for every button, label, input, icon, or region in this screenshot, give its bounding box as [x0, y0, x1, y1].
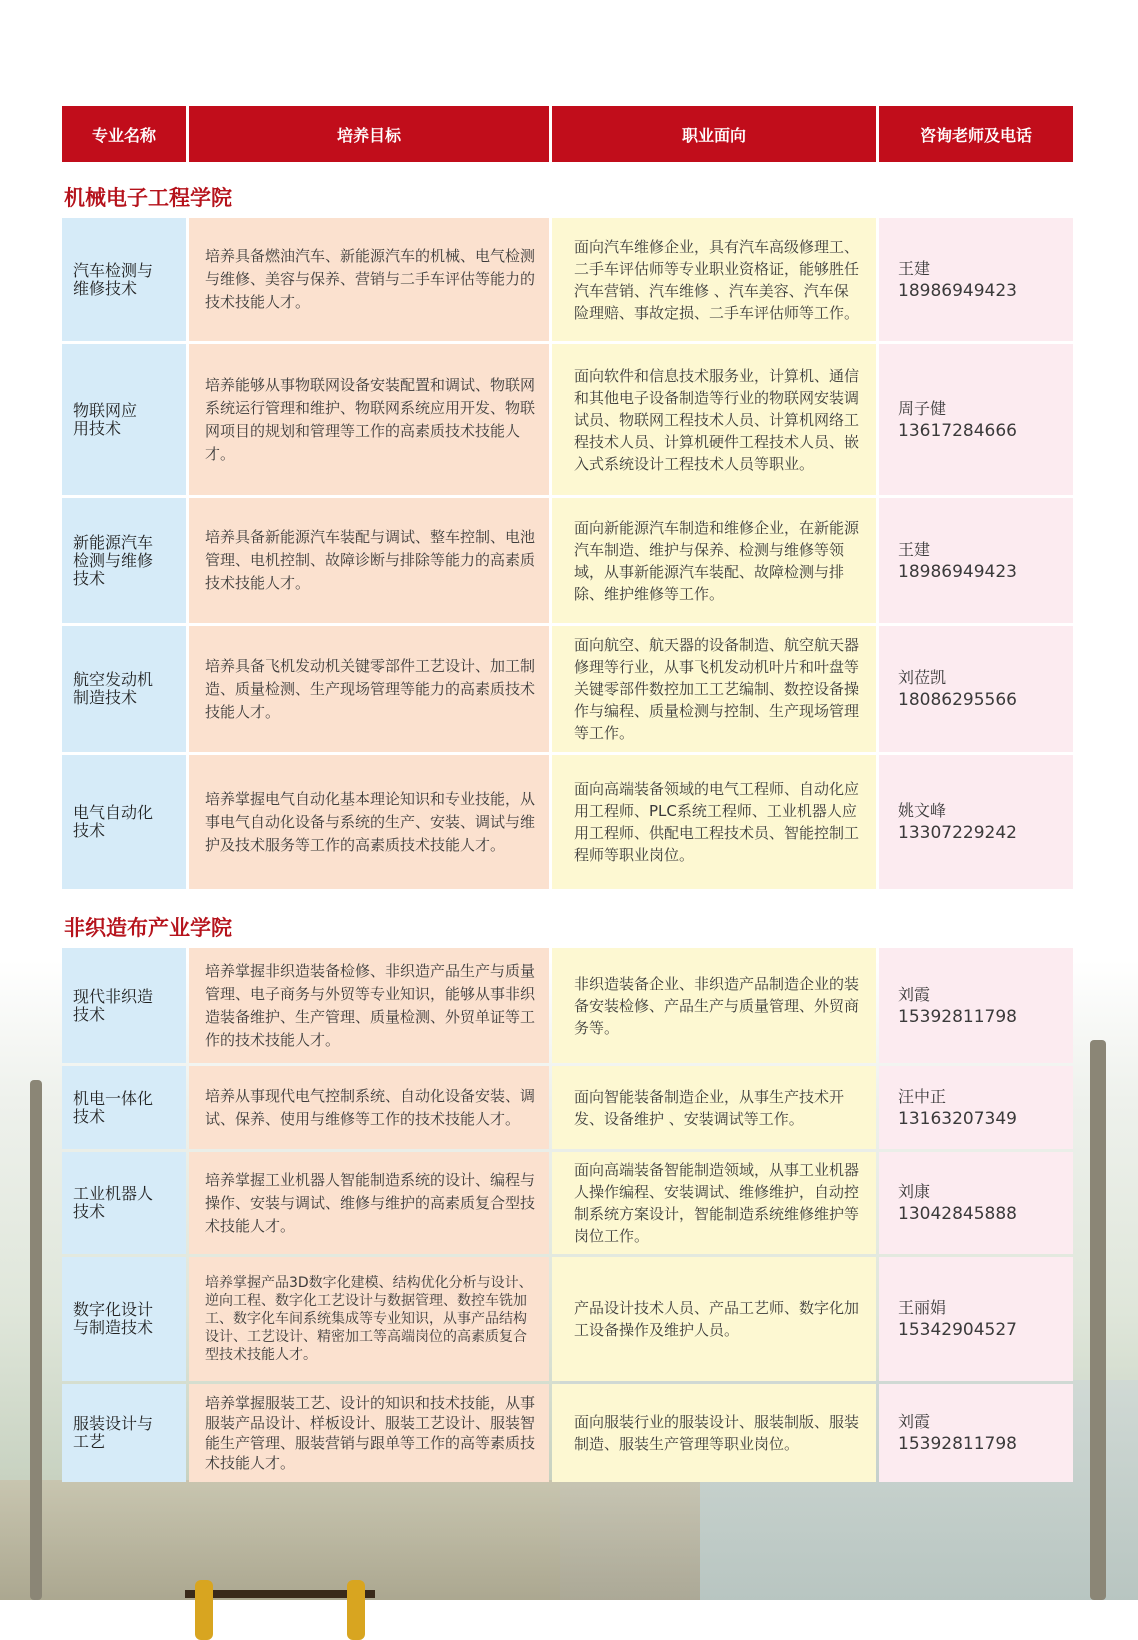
table-row	[62, 948, 1076, 1063]
table-row	[62, 1384, 1076, 1482]
header-career: 职业面向	[552, 106, 876, 162]
header-goal: 培养目标	[189, 106, 549, 162]
contact-cell	[879, 344, 1073, 495]
major-name: 服装设计与工艺	[62, 1384, 186, 1482]
major-name: 新能源汽车检测与维修技术	[62, 498, 186, 623]
major-name: 汽车检测与维修技术	[62, 218, 186, 341]
phone-number: 13163207349	[898, 1108, 1017, 1129]
table-row	[62, 1066, 1076, 1149]
goal-cell: 培养掌握电气自动化基本理论知识和专业技能，从事电气自动化设备与系统的生产、安装、调试与维护及技术服务等工作的高素质技术技能人才。	[189, 755, 549, 889]
career-cell: 面向软件和信息技术服务业，计算机、通信和其他电子设备制造等行业的物联网安装调试员、物联网工程技术人员、计算机网络工程技术人员、计算机硬件工程技术人员、嵌入式系统设计工程技术人员等职业。	[552, 344, 876, 495]
teacher-name: 刘霞	[898, 984, 931, 1004]
background-tree	[30, 1080, 42, 1600]
table-header	[62, 106, 1076, 162]
major-name: 工业机器人技术	[62, 1152, 186, 1254]
goal-cell: 培养掌握产品3D数字化建模、结构优化分析与设计、逆向工程、数字化工艺设计与数据管理、数控车铣加工、数字化车间系统集成等专业知识，从事产品结构设计、工艺设计、精密加工等高端岗位的高素质复合型技术技能人才。	[189, 1257, 549, 1381]
teacher-name: 王建	[898, 539, 931, 559]
career-cell: 产品设计技术人员、产品工艺师、数字化加工设备操作及维护人员。	[552, 1257, 876, 1381]
contact-cell	[879, 1066, 1073, 1149]
contact-cell	[879, 1257, 1073, 1381]
table-row	[62, 1152, 1076, 1254]
table-row	[62, 755, 1076, 889]
phone-number: 18986949423	[898, 561, 1017, 582]
goal-cell: 培养具备飞机发动机关键零部件工艺设计、加工制造、质量检测、生产现场管理等能力的高素质技术技能人才。	[189, 626, 549, 752]
major-name: 数字化设计与制造技术	[62, 1257, 186, 1381]
contact-cell	[879, 218, 1073, 341]
major-name: 物联网应用技术	[62, 344, 186, 495]
goal-cell: 培养具备燃油汽车、新能源汽车的机械、电气检测与维修、美容与保养、营销与二手车评估等能力的技术技能人才。	[189, 218, 549, 341]
contact-cell	[879, 1384, 1073, 1482]
header-major: 专业名称	[62, 106, 186, 162]
career-cell: 面向服装行业的服装设计、服装制版、服装制造、服装生产管理等职业岗位。	[552, 1384, 876, 1482]
background-bench	[185, 1520, 375, 1598]
teacher-name: 刘莅凯	[898, 668, 947, 687]
career-cell: 面向新能源汽车制造和维修企业，在新能源汽车制造、维护与保养、检测与维修等领域，从事新能源汽车装配、故障检测与排除、维护维修等工作。	[552, 498, 876, 623]
career-cell: 面向高端装备领域的电气工程师、自动化应用工程师、PLC系统工程师、工业机器人应用工程师、供配电工程技术员、智能控制工程师等职业岗位。	[552, 755, 876, 889]
major-name: 机电一体化技术	[62, 1066, 186, 1149]
contact-cell	[879, 498, 1073, 623]
career-cell: 非织造装备企业、非织造产品制造企业的装备安装检修、产品生产与质量管理、外贸商务等。	[552, 948, 876, 1063]
teacher-name: 王丽娟	[898, 1298, 947, 1317]
teacher-name: 周子健	[898, 398, 947, 418]
career-cell: 面向高端装备智能制造领域，从事工业机器人操作编程、安装调试、维修维护，自动控制系统方案设计，智能制造系统维修维护等岗位工作。	[552, 1152, 876, 1254]
goal-cell: 培养能够从事物联网设备安装配置和调试、物联网系统运行管理和维护、物联网系统应用开发、物联网项目的规划和管理等工作的高素质技术技能人才。	[189, 344, 549, 495]
table-row	[62, 1257, 1076, 1381]
programs-table	[62, 106, 1076, 1485]
teacher-name: 王建	[898, 258, 931, 278]
contact-cell	[879, 626, 1073, 752]
goal-cell: 培养掌握服装工艺、设计的知识和技术技能，从事服装产品设计、样板设计、服装工艺设计、服装智能生产管理、服装营销与跟单等工作的高等素质技术技能人才。	[189, 1384, 549, 1482]
teacher-name: 汪中正	[898, 1086, 947, 1106]
background-tree	[1090, 1040, 1106, 1600]
phone-number: 15342904527	[898, 1320, 1017, 1340]
table-row	[62, 498, 1076, 623]
phone-number: 13307229242	[898, 823, 1017, 843]
section-title: 非织造布产业学院	[64, 916, 232, 940]
phone-number: 18086295566	[898, 690, 1017, 710]
teacher-name: 刘霞	[898, 1412, 931, 1431]
table-row	[62, 344, 1076, 495]
major-name: 电气自动化技术	[62, 755, 186, 889]
contact-cell	[879, 755, 1073, 889]
teacher-name: 刘康	[898, 1182, 931, 1201]
contact-cell	[879, 948, 1073, 1063]
table-row	[62, 218, 1076, 341]
goal-cell: 培养掌握非织造装备检修、非织造产品生产与质量管理、电子商务与外贸等专业知识，能够从事非织造装备维护、生产管理、质量检测、外贸单证等工作的技术技能人才。	[189, 948, 549, 1063]
career-cell: 面向智能装备制造企业，从事生产技术开发、设备维护 、安装调试等工作。	[552, 1066, 876, 1149]
phone-number: 15392811798	[898, 1006, 1017, 1027]
phone-number: 13617284666	[898, 420, 1017, 441]
goal-cell: 培养具备新能源汽车装配与调试、整车控制、电池管理、电机控制、故障诊断与排除等能力的高素质技术技能人才。	[189, 498, 549, 623]
career-cell: 面向航空、航天器的设备制造、航空航天器修理等行业，从事飞机发动机叶片和叶盘等关键零部件数控加工工艺编制、数控设备操作与编程、质量检测与控制、生产现场管理等工作。	[552, 626, 876, 752]
teacher-name: 姚文峰	[898, 801, 947, 820]
goal-cell: 培养掌握工业机器人智能制造系统的设计、编程与操作、安装与调试、维修与维护的高素质复合型技术技能人才。	[189, 1152, 549, 1254]
career-cell: 面向汽车维修企业，具有汽车高级修理工、二手车评估师等专业职业资格证，能够胜任汽车营销、汽车维修 、汽车美容、汽车保险理赔、事故定损、二手车评估师等工作。	[552, 218, 876, 341]
phone-number: 18986949423	[898, 280, 1017, 301]
major-name: 航空发动机制造技术	[62, 626, 186, 752]
goal-cell: 培养从事现代电气控制系统、自动化设备安装、调试、保养、使用与维修等工作的技术技能人才。	[189, 1066, 549, 1149]
section-title: 机械电子工程学院	[64, 186, 232, 210]
header-contact: 咨询老师及电话	[879, 106, 1073, 162]
table-row	[62, 626, 1076, 752]
contact-cell	[879, 1152, 1073, 1254]
major-name: 现代非织造技术	[62, 948, 186, 1063]
phone-number: 15392811798	[898, 1434, 1017, 1454]
phone-number: 13042845888	[898, 1204, 1017, 1224]
